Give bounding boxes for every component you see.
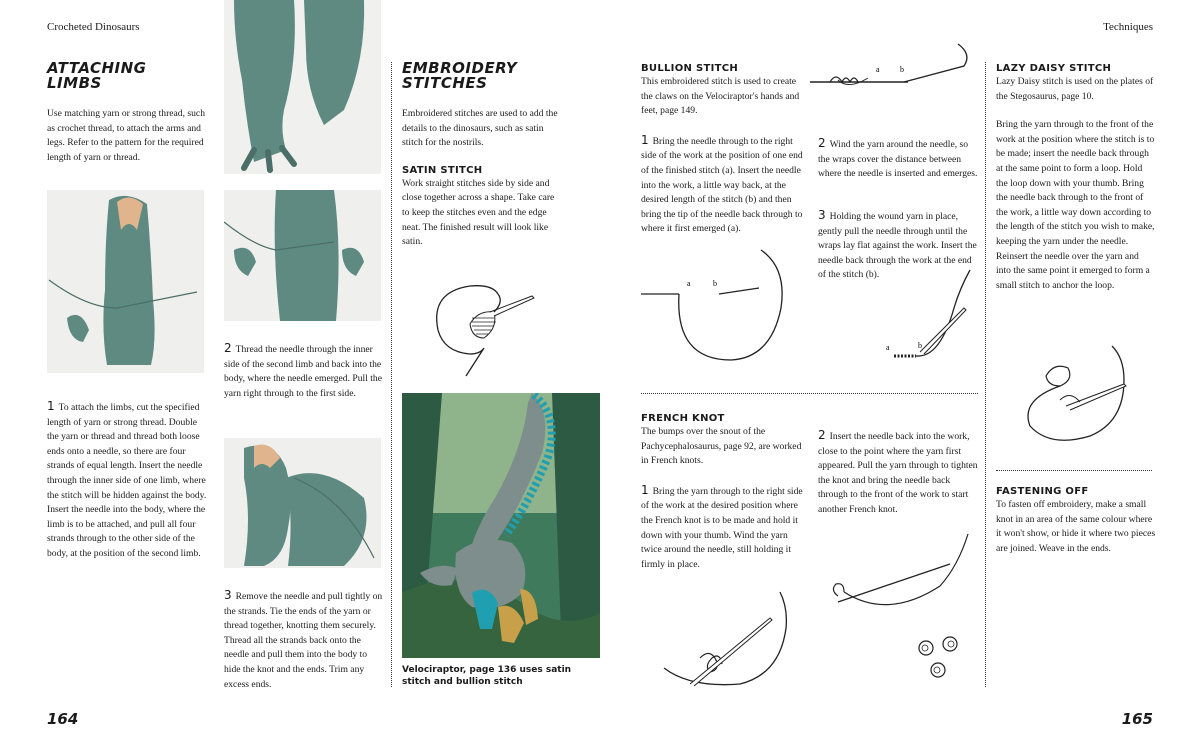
- embroidery-section: [402, 61, 562, 250]
- photo-dino-legs: [224, 0, 381, 174]
- photo-velociraptor: [402, 393, 600, 658]
- satin-stitch-heading: SATIN STITCH: [402, 164, 483, 176]
- french-knot-diagram-2: [828, 530, 978, 610]
- velociraptor-caption: Velociraptor, page 136 uses satin stitch and bullion stitch: [402, 665, 572, 687]
- lazy-daisy-diagram: [1020, 340, 1150, 450]
- bullion-diagram-3: [880, 268, 980, 368]
- running-header-left: Crocheted Dinosaurs: [47, 21, 140, 33]
- fastening-off-body: To fasten off embroidery, make a small knot in an area of the same colour where it won't show, or hide it where two pieces are joined. Weave in the ends.: [996, 499, 1156, 554]
- lazy-daisy-body: Bring the yarn through to the front of the work at the position where the stitch is to be made; insert the needle back through at the same point to form a loop. Hold the loop down with your thumb. Bring the needle back through to the front of the work, a little way down according to the length of the stitch you wish to make, keeping the yarn under the needle. Reinsert the needle over the yarn and into the same point it emerged to form a small stitch to anchor the loop.: [996, 119, 1155, 291]
- bullion-step-1: 1 Bring the needle through to the right side of the work at the position of one end of the finished stitch (a). Insert the needle into the work, a little way back, at the desired length of the stitch (b) and then bring the tip of the needle back through to where it first emerged (a).: [641, 132, 803, 235]
- french-knot-section: [641, 413, 806, 572]
- step-number: 1: [641, 132, 649, 147]
- step-number: 2: [818, 136, 826, 150]
- running-header-right: Techniques: [1103, 21, 1153, 33]
- step-number: 2: [818, 428, 826, 442]
- embroidery-title-line1: EMBROIDERY: [402, 59, 518, 77]
- attaching-step-3: 3 Remove the needle and pull tightly on the strands. Tie the ends of the yarn or thread together, knotting them securely. Thread all the strands back onto the needle and pull them into the body to hide the knot and the ends. Trim any excess ends.: [224, 588, 383, 690]
- bullion-diagram-2: [808, 42, 978, 112]
- french-knots-finished: [912, 626, 972, 686]
- bullion-intro: This embroidered stitch is used to create the claws on the Velociraptor's hands and feet, page 149.: [641, 76, 800, 117]
- fastening-off-heading: FASTENING OFF: [996, 486, 1089, 497]
- photo-dino-knot: [224, 438, 381, 568]
- french-knot-intro: The bumps over the snout of the Pachycephalosaurus, page 92, are worked in French knots.: [641, 426, 802, 467]
- attaching-title-line2: LIMBS: [47, 74, 102, 92]
- step-number: 1: [641, 482, 649, 497]
- lazy-daisy-intro: Lazy Daisy stitch is used on the plates of the Stegosaurus, page 10.: [996, 76, 1154, 102]
- label-a: a: [687, 279, 691, 288]
- section-divider-french: [641, 393, 978, 394]
- label-b: b: [900, 65, 904, 74]
- embroidery-title-line2: STITCHES: [402, 74, 488, 92]
- french-knot-step-1: 1 Bring the yarn through to the right side of the work at the desired position where the French knot is to be made and hold it down with your thumb. Wind the yarn twice around the needle, still holding it firmly in place.: [641, 482, 803, 570]
- page-number-left: 164: [47, 710, 79, 728]
- photo-limb-attach-2: [224, 190, 381, 321]
- column-divider: [391, 62, 392, 687]
- attaching-limbs-section: [47, 61, 207, 165]
- french-knot-step-2: 2 Insert the needle back into the work, close to the point where the yarn first appeared. Pull the yarn through to tighten the knot and bring the needle back through to the front of the work to start another French knot.: [818, 428, 978, 515]
- bullion-stitch-section: [641, 63, 806, 237]
- lazy-daisy-section: [996, 63, 1156, 293]
- fastening-off-section: [996, 486, 1156, 556]
- step-number: 2: [224, 341, 232, 355]
- step-number: 3: [224, 588, 232, 602]
- satin-stitch-illustration: [420, 272, 540, 382]
- page-number-right: 165: [1121, 710, 1153, 728]
- bullion-step-3: 3 Holding the wound yarn in place, gently pull the needle through until the wraps lay flat against the work. Insert the needle back through the work at the end of the stitch (b).: [818, 208, 977, 281]
- satin-stitch-body: Work straight stitches side by side and close together across a shape. Take care to keep the stitches even and the edge neat. The finished result will look like satin.: [402, 177, 555, 248]
- label-a: a: [876, 65, 880, 74]
- attaching-step-2: 2 Thread the needle through the inner side of the second limb and back into the body, where the needle emerged. Pull the yarn right through to the first side.: [224, 341, 382, 399]
- step-number: 3: [818, 208, 826, 222]
- bullion-heading: BULLION STITCH: [641, 63, 739, 74]
- embroidery-intro: Embroidered stitches are used to add the details to the dinosaurs, such as satin stitch for the nostrils.: [402, 108, 558, 149]
- column-divider-right: [985, 62, 986, 687]
- lazy-daisy-heading: LAZY DAISY STITCH: [996, 63, 1112, 74]
- section-divider-fastening: [996, 470, 1152, 471]
- attaching-intro: Use matching yarn or strong thread, such as crochet thread, to attach the arms and legs. Refer to the pattern for the required length of yarn or thread.: [47, 108, 205, 163]
- attaching-title-line1: ATTACHING: [47, 59, 147, 77]
- bullion-diagram-1: [641, 248, 801, 368]
- bullion-step-2: 2 Wind the yarn around the needle, so the wraps cover the distance between where the needle is inserted and emerges.: [818, 136, 978, 180]
- label-b: b: [713, 279, 717, 288]
- attaching-step-1: 1 To attach the limbs, cut the specified length of yarn or strong thread. Double the yarn or thread and thread both loose ends onto a needle, so there are four strands of equal length. Insert the needle through the inner side of one limb, where the stitch will be hidden against the body. Insert the needle into the body, where the limb is to be attached, and pull all four strands through to the other side of the body, at the position of the second limb.: [47, 399, 207, 559]
- french-knot-heading: FRENCH KNOT: [641, 413, 725, 424]
- label-b: b: [918, 341, 922, 350]
- label-a: a: [886, 343, 890, 352]
- french-knot-diagram-1: [660, 588, 800, 698]
- photo-limb-attach-1: [47, 190, 204, 373]
- step-number: 1: [47, 399, 55, 413]
